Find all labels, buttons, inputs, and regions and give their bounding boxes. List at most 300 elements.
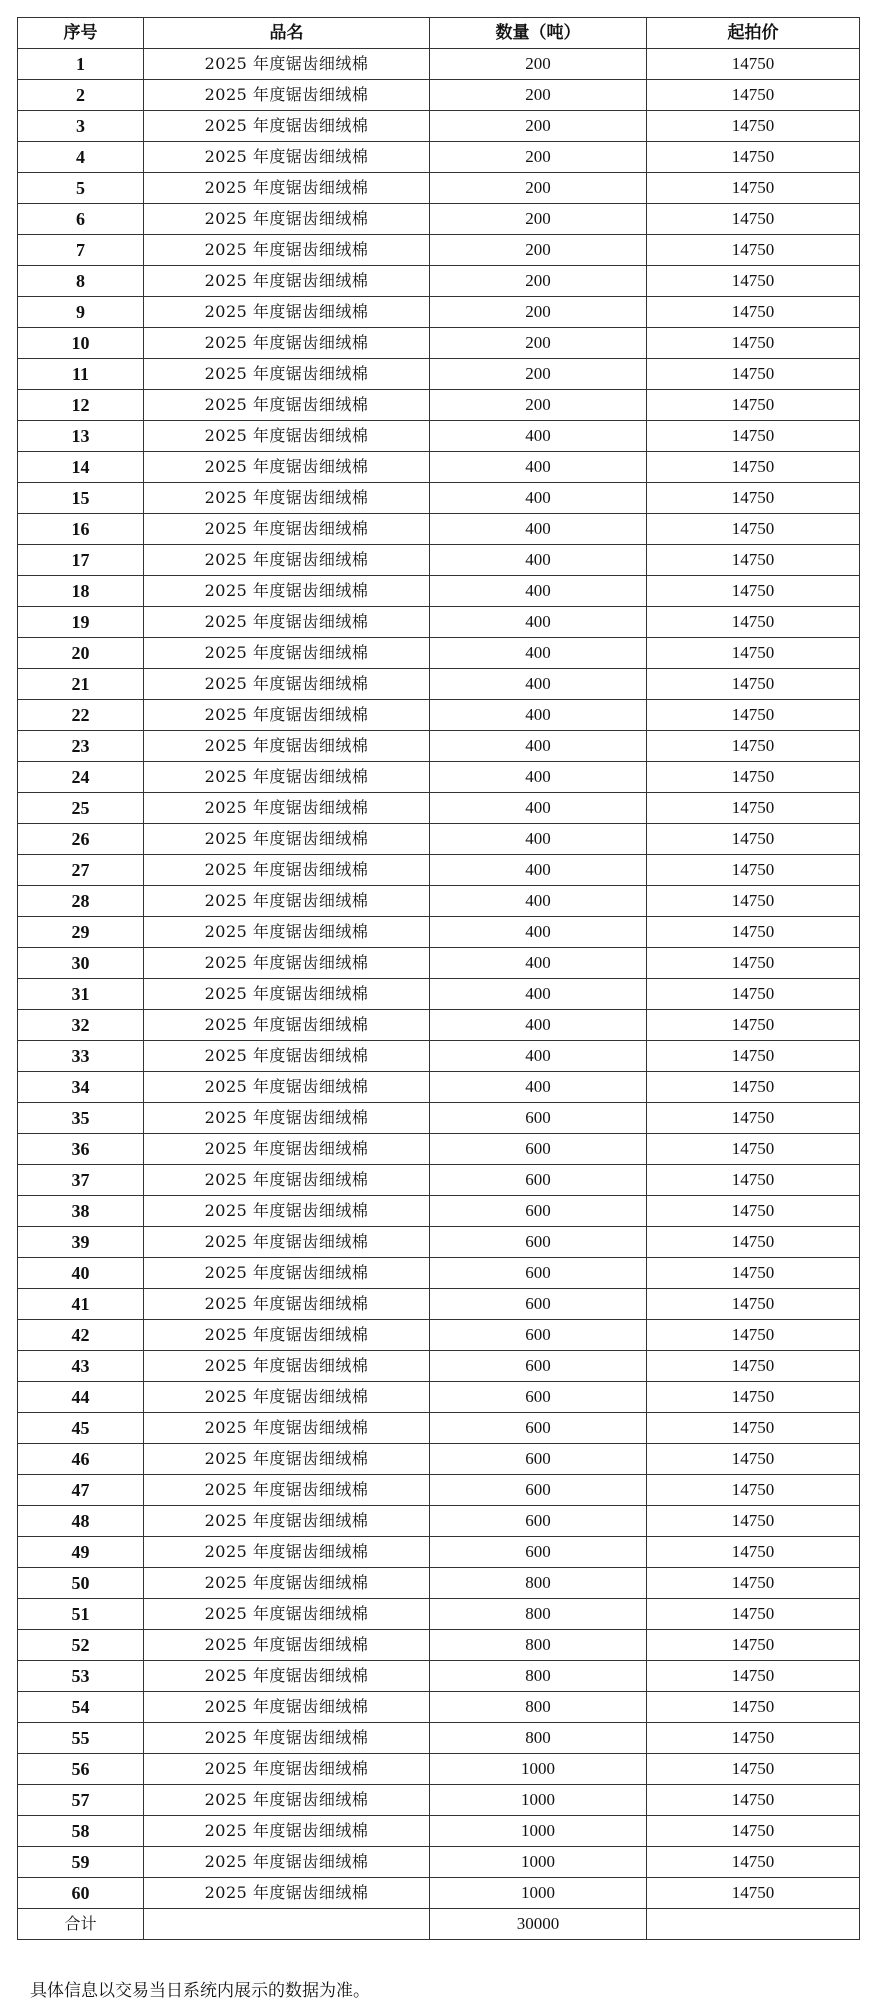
table-row xyxy=(18,1227,860,1258)
row-product-name: 2025 年度锯齿细绒棉 xyxy=(144,1258,430,1289)
row-product-name: 2025 年度锯齿细绒棉 xyxy=(144,855,430,886)
table-row xyxy=(18,483,860,514)
row-index: 18 xyxy=(18,576,144,607)
row-starting-price: 14750 xyxy=(647,111,860,142)
table-row xyxy=(18,1041,860,1072)
table-row xyxy=(18,173,860,204)
row-starting-price: 14750 xyxy=(647,1072,860,1103)
row-starting-price: 14750 xyxy=(647,793,860,824)
row-index: 52 xyxy=(18,1630,144,1661)
row-starting-price: 14750 xyxy=(647,1692,860,1723)
row-starting-price: 14750 xyxy=(647,1134,860,1165)
row-quantity: 400 xyxy=(430,452,647,483)
row-quantity: 600 xyxy=(430,1320,647,1351)
table-row xyxy=(18,1165,860,1196)
row-starting-price: 14750 xyxy=(647,173,860,204)
table-row xyxy=(18,1723,860,1754)
row-product-name: 2025 年度锯齿细绒棉 xyxy=(144,1041,430,1072)
row-product-name: 2025 年度锯齿细绒棉 xyxy=(144,1165,430,1196)
table-row xyxy=(18,762,860,793)
row-index: 34 xyxy=(18,1072,144,1103)
row-index: 32 xyxy=(18,1010,144,1041)
table-row xyxy=(18,1754,860,1785)
table-body xyxy=(18,49,860,1909)
row-index: 12 xyxy=(18,390,144,421)
table-row xyxy=(18,1537,860,1568)
row-starting-price: 14750 xyxy=(647,1258,860,1289)
row-index: 16 xyxy=(18,514,144,545)
table-row xyxy=(18,514,860,545)
table-row xyxy=(18,700,860,731)
row-quantity: 600 xyxy=(430,1196,647,1227)
row-index: 26 xyxy=(18,824,144,855)
row-index: 24 xyxy=(18,762,144,793)
table-row xyxy=(18,576,860,607)
row-quantity: 800 xyxy=(430,1661,647,1692)
row-quantity: 200 xyxy=(430,80,647,111)
row-product-name: 2025 年度锯齿细绒棉 xyxy=(144,669,430,700)
table-row xyxy=(18,328,860,359)
table-row xyxy=(18,1878,860,1909)
row-quantity: 200 xyxy=(430,49,647,80)
row-index: 40 xyxy=(18,1258,144,1289)
row-quantity: 600 xyxy=(430,1258,647,1289)
row-quantity: 400 xyxy=(430,1010,647,1041)
row-starting-price: 14750 xyxy=(647,1413,860,1444)
row-index: 11 xyxy=(18,359,144,390)
header-index: 序号 xyxy=(18,18,144,49)
table-row xyxy=(18,545,860,576)
table-row xyxy=(18,235,860,266)
row-index: 48 xyxy=(18,1506,144,1537)
row-quantity: 200 xyxy=(430,359,647,390)
row-quantity: 400 xyxy=(430,421,647,452)
row-product-name: 2025 年度锯齿细绒棉 xyxy=(144,111,430,142)
row-starting-price: 14750 xyxy=(647,1351,860,1382)
row-quantity: 600 xyxy=(430,1444,647,1475)
table-row xyxy=(18,824,860,855)
row-index: 38 xyxy=(18,1196,144,1227)
total-label: 合计 xyxy=(18,1909,144,1940)
row-quantity: 200 xyxy=(430,204,647,235)
row-product-name: 2025 年度锯齿细绒棉 xyxy=(144,948,430,979)
table-row xyxy=(18,80,860,111)
table-row xyxy=(18,607,860,638)
table-row xyxy=(18,1599,860,1630)
table-row xyxy=(18,1661,860,1692)
row-product-name: 2025 年度锯齿细绒棉 xyxy=(144,142,430,173)
table-row xyxy=(18,917,860,948)
row-product-name: 2025 年度锯齿细绒棉 xyxy=(144,235,430,266)
total-quantity: 30000 xyxy=(430,1909,647,1940)
row-product-name: 2025 年度锯齿细绒棉 xyxy=(144,204,430,235)
row-index: 50 xyxy=(18,1568,144,1599)
row-product-name: 2025 年度锯齿细绒棉 xyxy=(144,1444,430,1475)
row-index: 22 xyxy=(18,700,144,731)
table-row xyxy=(18,390,860,421)
row-quantity: 200 xyxy=(430,390,647,421)
footer-note: 具体信息以交易当日系统内展示的数据为准。 xyxy=(30,1981,370,2001)
row-starting-price: 14750 xyxy=(647,1165,860,1196)
row-starting-price: 14750 xyxy=(647,421,860,452)
table-row xyxy=(18,669,860,700)
row-starting-price: 14750 xyxy=(647,359,860,390)
row-index: 5 xyxy=(18,173,144,204)
row-starting-price: 14750 xyxy=(647,700,860,731)
header-quantity: 数量（吨） xyxy=(430,18,647,49)
row-index: 55 xyxy=(18,1723,144,1754)
table-header xyxy=(18,18,860,49)
row-product-name: 2025 年度锯齿细绒棉 xyxy=(144,1072,430,1103)
row-starting-price: 14750 xyxy=(647,1816,860,1847)
row-index: 19 xyxy=(18,607,144,638)
row-product-name: 2025 年度锯齿细绒棉 xyxy=(144,700,430,731)
row-index: 44 xyxy=(18,1382,144,1413)
row-starting-price: 14750 xyxy=(647,1010,860,1041)
row-starting-price: 14750 xyxy=(647,204,860,235)
row-product-name: 2025 年度锯齿细绒棉 xyxy=(144,1289,430,1320)
row-starting-price: 14750 xyxy=(647,1289,860,1320)
table-row xyxy=(18,855,860,886)
row-index: 53 xyxy=(18,1661,144,1692)
row-starting-price: 14750 xyxy=(647,1599,860,1630)
row-starting-price: 14750 xyxy=(647,80,860,111)
row-index: 29 xyxy=(18,917,144,948)
row-index: 46 xyxy=(18,1444,144,1475)
row-starting-price: 14750 xyxy=(647,1661,860,1692)
row-index: 31 xyxy=(18,979,144,1010)
row-index: 56 xyxy=(18,1754,144,1785)
row-quantity: 600 xyxy=(430,1289,647,1320)
row-starting-price: 14750 xyxy=(647,669,860,700)
row-starting-price: 14750 xyxy=(647,235,860,266)
row-product-name: 2025 年度锯齿细绒棉 xyxy=(144,514,430,545)
row-starting-price: 14750 xyxy=(647,452,860,483)
row-quantity: 200 xyxy=(430,142,647,173)
row-index: 3 xyxy=(18,111,144,142)
row-index: 27 xyxy=(18,855,144,886)
row-starting-price: 14750 xyxy=(647,1041,860,1072)
table-row xyxy=(18,638,860,669)
row-starting-price: 14750 xyxy=(647,917,860,948)
row-product-name: 2025 年度锯齿细绒棉 xyxy=(144,824,430,855)
row-index: 1 xyxy=(18,49,144,80)
row-product-name: 2025 年度锯齿细绒棉 xyxy=(144,483,430,514)
row-product-name: 2025 年度锯齿细绒棉 xyxy=(144,266,430,297)
row-starting-price: 14750 xyxy=(647,390,860,421)
row-quantity: 400 xyxy=(430,886,647,917)
row-quantity: 400 xyxy=(430,824,647,855)
row-starting-price: 14750 xyxy=(647,1506,860,1537)
row-index: 4 xyxy=(18,142,144,173)
row-index: 23 xyxy=(18,731,144,762)
row-product-name: 2025 年度锯齿细绒棉 xyxy=(144,452,430,483)
row-quantity: 400 xyxy=(430,855,647,886)
row-starting-price: 14750 xyxy=(647,948,860,979)
row-index: 42 xyxy=(18,1320,144,1351)
row-product-name: 2025 年度锯齿细绒棉 xyxy=(144,359,430,390)
row-quantity: 400 xyxy=(430,793,647,824)
row-product-name: 2025 年度锯齿细绒棉 xyxy=(144,1537,430,1568)
row-index: 13 xyxy=(18,421,144,452)
row-starting-price: 14750 xyxy=(647,1723,860,1754)
row-product-name: 2025 年度锯齿细绒棉 xyxy=(144,1723,430,1754)
table-row xyxy=(18,886,860,917)
row-starting-price: 14750 xyxy=(647,328,860,359)
row-quantity: 400 xyxy=(430,731,647,762)
row-product-name: 2025 年度锯齿细绒棉 xyxy=(144,1320,430,1351)
row-starting-price: 14750 xyxy=(647,1103,860,1134)
row-quantity: 400 xyxy=(430,917,647,948)
row-index: 47 xyxy=(18,1475,144,1506)
row-starting-price: 14750 xyxy=(647,1878,860,1909)
row-starting-price: 14750 xyxy=(647,576,860,607)
row-index: 20 xyxy=(18,638,144,669)
row-starting-price: 14750 xyxy=(647,142,860,173)
row-product-name: 2025 年度锯齿细绒棉 xyxy=(144,1568,430,1599)
table-row xyxy=(18,142,860,173)
row-quantity: 400 xyxy=(430,762,647,793)
table-row xyxy=(18,1351,860,1382)
row-starting-price: 14750 xyxy=(647,483,860,514)
table-row xyxy=(18,266,860,297)
table-row xyxy=(18,1072,860,1103)
row-index: 21 xyxy=(18,669,144,700)
total-price-cell xyxy=(647,1909,860,1940)
row-quantity: 400 xyxy=(430,948,647,979)
table-footer xyxy=(18,1909,860,1940)
row-product-name: 2025 年度锯齿细绒棉 xyxy=(144,762,430,793)
row-quantity: 400 xyxy=(430,1041,647,1072)
row-product-name: 2025 年度锯齿细绒棉 xyxy=(144,1134,430,1165)
table-row xyxy=(18,1816,860,1847)
table-row xyxy=(18,1413,860,1444)
row-index: 36 xyxy=(18,1134,144,1165)
row-quantity: 800 xyxy=(430,1723,647,1754)
row-quantity: 400 xyxy=(430,607,647,638)
row-product-name: 2025 年度锯齿细绒棉 xyxy=(144,1599,430,1630)
table-row xyxy=(18,297,860,328)
row-product-name: 2025 年度锯齿细绒棉 xyxy=(144,1196,430,1227)
row-quantity: 400 xyxy=(430,576,647,607)
row-quantity: 400 xyxy=(430,545,647,576)
row-product-name: 2025 年度锯齿细绒棉 xyxy=(144,638,430,669)
row-product-name: 2025 年度锯齿细绒棉 xyxy=(144,1103,430,1134)
table-row xyxy=(18,1444,860,1475)
table-row xyxy=(18,1630,860,1661)
row-product-name: 2025 年度锯齿细绒棉 xyxy=(144,1754,430,1785)
row-quantity: 400 xyxy=(430,483,647,514)
header-product-name: 品名 xyxy=(144,18,430,49)
row-product-name: 2025 年度锯齿细绒棉 xyxy=(144,173,430,204)
row-product-name: 2025 年度锯齿细绒棉 xyxy=(144,1413,430,1444)
row-product-name: 2025 年度锯齿细绒棉 xyxy=(144,390,430,421)
row-quantity: 200 xyxy=(430,266,647,297)
row-quantity: 400 xyxy=(430,669,647,700)
row-starting-price: 14750 xyxy=(647,1568,860,1599)
row-quantity: 200 xyxy=(430,111,647,142)
row-quantity: 800 xyxy=(430,1568,647,1599)
row-quantity: 1000 xyxy=(430,1816,647,1847)
row-starting-price: 14750 xyxy=(647,1537,860,1568)
table-row xyxy=(18,793,860,824)
table-row xyxy=(18,1475,860,1506)
table-row xyxy=(18,1382,860,1413)
row-starting-price: 14750 xyxy=(647,514,860,545)
table-row xyxy=(18,1010,860,1041)
row-index: 43 xyxy=(18,1351,144,1382)
table-row xyxy=(18,979,860,1010)
row-index: 37 xyxy=(18,1165,144,1196)
row-product-name: 2025 年度锯齿细绒棉 xyxy=(144,607,430,638)
header-starting-price: 起拍价 xyxy=(647,18,860,49)
row-index: 35 xyxy=(18,1103,144,1134)
row-index: 7 xyxy=(18,235,144,266)
table-row xyxy=(18,204,860,235)
table-row xyxy=(18,1692,860,1723)
row-product-name: 2025 年度锯齿细绒棉 xyxy=(144,1878,430,1909)
table-row xyxy=(18,731,860,762)
row-product-name: 2025 年度锯齿细绒棉 xyxy=(144,1351,430,1382)
table-row xyxy=(18,948,860,979)
row-starting-price: 14750 xyxy=(647,1754,860,1785)
row-starting-price: 14750 xyxy=(647,1227,860,1258)
row-index: 41 xyxy=(18,1289,144,1320)
row-starting-price: 14750 xyxy=(647,1320,860,1351)
row-index: 57 xyxy=(18,1785,144,1816)
row-starting-price: 14750 xyxy=(647,855,860,886)
row-quantity: 600 xyxy=(430,1537,647,1568)
row-quantity: 400 xyxy=(430,514,647,545)
row-index: 28 xyxy=(18,886,144,917)
row-product-name: 2025 年度锯齿细绒棉 xyxy=(144,886,430,917)
row-starting-price: 14750 xyxy=(647,1475,860,1506)
table-row xyxy=(18,452,860,483)
row-starting-price: 14750 xyxy=(647,266,860,297)
table-row xyxy=(18,1785,860,1816)
table-row xyxy=(18,1568,860,1599)
row-product-name: 2025 年度锯齿细绒棉 xyxy=(144,545,430,576)
cotton-lot-table xyxy=(17,17,860,1940)
row-starting-price: 14750 xyxy=(647,638,860,669)
row-index: 49 xyxy=(18,1537,144,1568)
row-quantity: 200 xyxy=(430,235,647,266)
row-quantity: 1000 xyxy=(430,1847,647,1878)
row-product-name: 2025 年度锯齿细绒棉 xyxy=(144,421,430,452)
row-starting-price: 14750 xyxy=(647,1785,860,1816)
row-product-name: 2025 年度锯齿细绒棉 xyxy=(144,1475,430,1506)
row-quantity: 1000 xyxy=(430,1754,647,1785)
row-index: 8 xyxy=(18,266,144,297)
row-index: 45 xyxy=(18,1413,144,1444)
header-row xyxy=(18,18,860,49)
row-index: 39 xyxy=(18,1227,144,1258)
row-index: 6 xyxy=(18,204,144,235)
row-quantity: 600 xyxy=(430,1227,647,1258)
row-product-name: 2025 年度锯齿细绒棉 xyxy=(144,1506,430,1537)
table-row xyxy=(18,1134,860,1165)
row-starting-price: 14750 xyxy=(647,297,860,328)
row-index: 30 xyxy=(18,948,144,979)
row-product-name: 2025 年度锯齿细绒棉 xyxy=(144,1785,430,1816)
row-index: 14 xyxy=(18,452,144,483)
table-row xyxy=(18,1320,860,1351)
row-starting-price: 14750 xyxy=(647,1444,860,1475)
row-quantity: 600 xyxy=(430,1506,647,1537)
row-quantity: 600 xyxy=(430,1103,647,1134)
row-quantity: 600 xyxy=(430,1134,647,1165)
table-row xyxy=(18,359,860,390)
row-product-name: 2025 年度锯齿细绒棉 xyxy=(144,297,430,328)
row-quantity: 400 xyxy=(430,638,647,669)
row-quantity: 600 xyxy=(430,1351,647,1382)
total-row xyxy=(18,1909,860,1940)
row-starting-price: 14750 xyxy=(647,49,860,80)
row-quantity: 200 xyxy=(430,173,647,204)
row-product-name: 2025 年度锯齿细绒棉 xyxy=(144,1227,430,1258)
row-quantity: 600 xyxy=(430,1475,647,1506)
table-row xyxy=(18,421,860,452)
row-product-name: 2025 年度锯齿细绒棉 xyxy=(144,1382,430,1413)
row-index: 9 xyxy=(18,297,144,328)
row-starting-price: 14750 xyxy=(647,886,860,917)
row-product-name: 2025 年度锯齿细绒棉 xyxy=(144,731,430,762)
row-index: 25 xyxy=(18,793,144,824)
row-product-name: 2025 年度锯齿细绒棉 xyxy=(144,1692,430,1723)
row-product-name: 2025 年度锯齿细绒棉 xyxy=(144,1661,430,1692)
row-product-name: 2025 年度锯齿细绒棉 xyxy=(144,1816,430,1847)
row-starting-price: 14750 xyxy=(647,731,860,762)
row-index: 54 xyxy=(18,1692,144,1723)
row-starting-price: 14750 xyxy=(647,979,860,1010)
row-quantity: 1000 xyxy=(430,1785,647,1816)
row-quantity: 200 xyxy=(430,297,647,328)
row-quantity: 600 xyxy=(430,1413,647,1444)
row-product-name: 2025 年度锯齿细绒棉 xyxy=(144,1630,430,1661)
row-index: 60 xyxy=(18,1878,144,1909)
row-product-name: 2025 年度锯齿细绒棉 xyxy=(144,328,430,359)
table-row xyxy=(18,1289,860,1320)
row-quantity: 200 xyxy=(430,328,647,359)
row-index: 2 xyxy=(18,80,144,111)
row-starting-price: 14750 xyxy=(647,1196,860,1227)
table-row xyxy=(18,1847,860,1878)
row-quantity: 600 xyxy=(430,1382,647,1413)
cotton-auction-sheet xyxy=(17,17,859,1940)
row-product-name: 2025 年度锯齿细绒棉 xyxy=(144,80,430,111)
row-index: 10 xyxy=(18,328,144,359)
row-index: 58 xyxy=(18,1816,144,1847)
row-quantity: 400 xyxy=(430,700,647,731)
row-product-name: 2025 年度锯齿细绒棉 xyxy=(144,793,430,824)
table-row xyxy=(18,111,860,142)
row-product-name: 2025 年度锯齿细绒棉 xyxy=(144,49,430,80)
row-starting-price: 14750 xyxy=(647,545,860,576)
row-quantity: 400 xyxy=(430,1072,647,1103)
row-quantity: 800 xyxy=(430,1599,647,1630)
row-quantity: 800 xyxy=(430,1692,647,1723)
row-starting-price: 14750 xyxy=(647,1847,860,1878)
row-product-name: 2025 年度锯齿细绒棉 xyxy=(144,917,430,948)
table-row xyxy=(18,1196,860,1227)
row-product-name: 2025 年度锯齿细绒棉 xyxy=(144,1847,430,1878)
row-starting-price: 14750 xyxy=(647,1630,860,1661)
row-index: 17 xyxy=(18,545,144,576)
row-product-name: 2025 年度锯齿细绒棉 xyxy=(144,1010,430,1041)
total-name-cell xyxy=(144,1909,430,1940)
row-index: 15 xyxy=(18,483,144,514)
row-quantity: 600 xyxy=(430,1165,647,1196)
